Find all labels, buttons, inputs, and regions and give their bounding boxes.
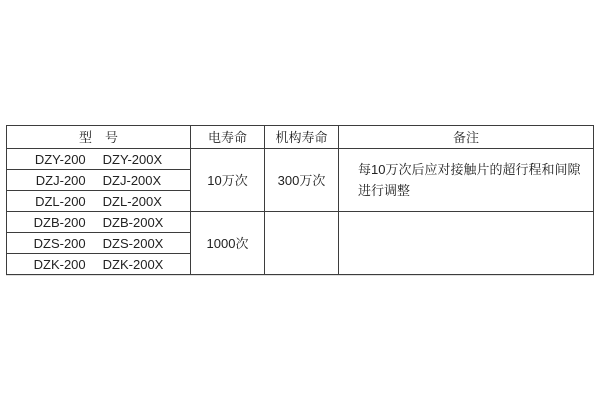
model-base: DZB-200 [33, 214, 86, 230]
table-row [7, 149, 594, 170]
model-variant: DZL-200X [102, 193, 162, 209]
model-base: DZL-200 [35, 193, 86, 209]
model-pair [7, 174, 190, 187]
electrical-life-cell-group1: 10万次 [191, 149, 265, 212]
model-base: DZK-200 [33, 256, 86, 272]
model-pair [7, 195, 190, 208]
model-variant: DZB-200X [102, 214, 164, 230]
header-row [7, 126, 594, 149]
remarks-cell-group2 [339, 212, 594, 275]
spec-table [6, 125, 594, 275]
header-remarks: 备注 [339, 126, 594, 149]
model-pair [7, 216, 190, 229]
mechanism-life-cell-group2 [265, 212, 339, 275]
model-variant: DZJ-200X [102, 172, 162, 188]
mechanism-life-cell-group1: 300万次 [265, 149, 339, 212]
model-pair [7, 237, 190, 250]
model-variant: DZY-200X [102, 151, 163, 167]
header-electrical-life: 电寿命 [191, 126, 265, 149]
remark-line-2: 进行调整 [358, 183, 411, 198]
model-variant: DZS-200X [102, 235, 164, 251]
model-cell [7, 191, 191, 212]
model-base: DZY-200 [34, 151, 86, 167]
model-base: DZS-200 [33, 235, 86, 251]
table-row [7, 212, 594, 233]
electrical-life-cell-group2: 1000次 [191, 212, 265, 275]
remark-line-1: 每10万次后应对接触片的超行程和间隙 [358, 162, 581, 177]
header-model: 型 号 [7, 126, 191, 149]
model-cell [7, 149, 191, 170]
model-pair [7, 153, 190, 166]
model-cell [7, 233, 191, 254]
remarks-cell-group1 [339, 149, 594, 212]
model-cell [7, 254, 191, 275]
model-cell [7, 170, 191, 191]
model-cell [7, 212, 191, 233]
model-variant: DZK-200X [102, 256, 164, 272]
model-base: DZJ-200 [35, 172, 86, 188]
model-pair [7, 258, 190, 271]
header-mechanism-life: 机构寿命 [265, 126, 339, 149]
